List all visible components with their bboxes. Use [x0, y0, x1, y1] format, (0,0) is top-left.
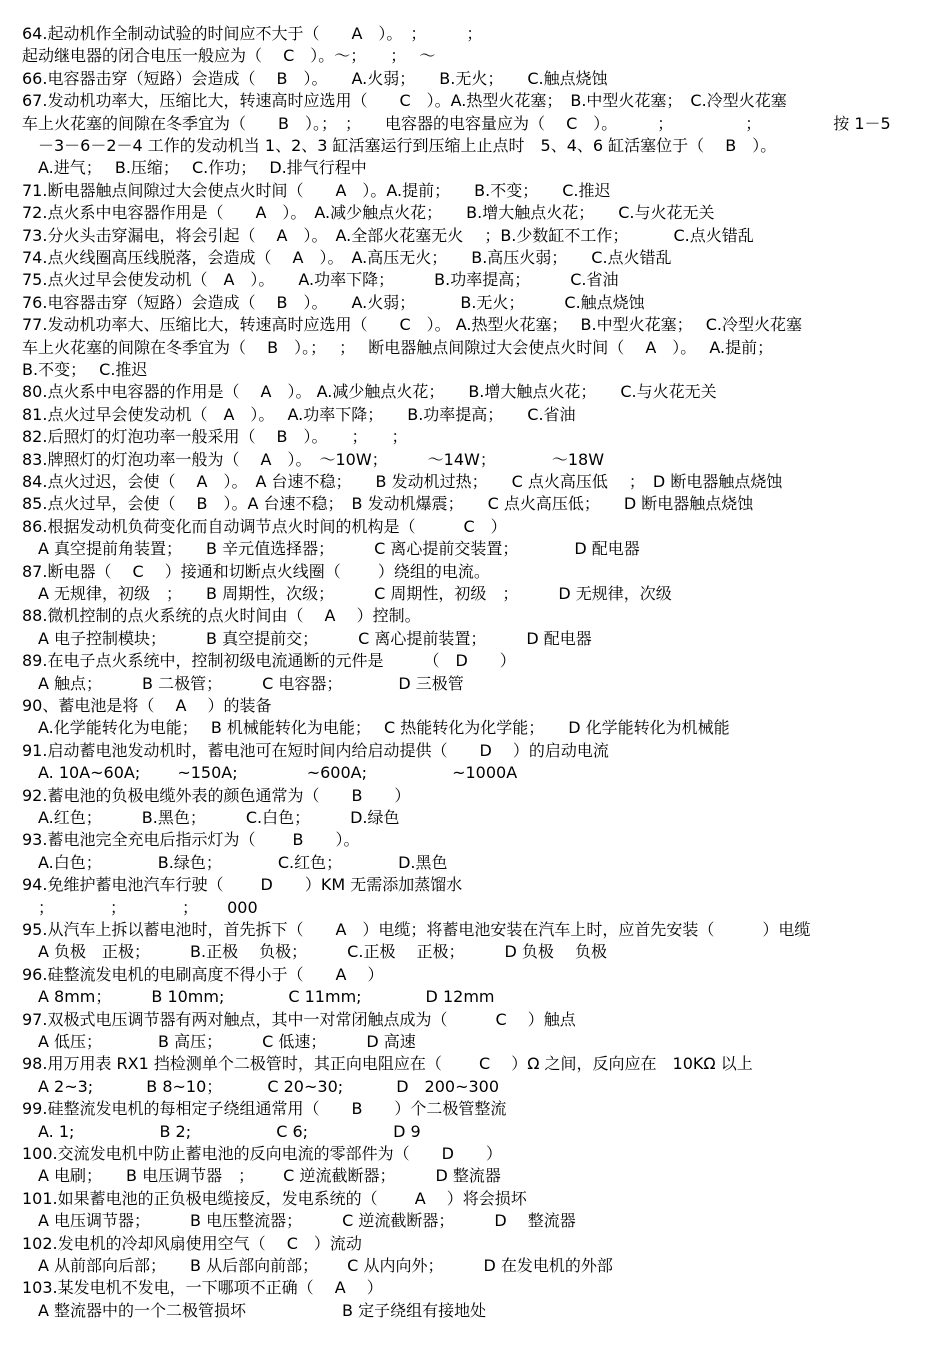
- text-line: 84.点火过迟，会使（ A ）。 A 台速不稳； B 发动机过热； C 点火高压低 ； D 断电器触点烧蚀: [22, 472, 783, 491]
- text-line: B.不变； C.推迟: [22, 360, 148, 379]
- text-line: A 无规律，初级 ； B 周期性，次级； C 周期性，初级 ； D 无规律，次级: [22, 584, 672, 603]
- text-line: 82.后照灯的灯泡功率一般采用（ B ）。 ； ；: [22, 427, 408, 447]
- text-line: 车上火花塞的间隙在冬季宜为（ B ）。； ； 断电器触点间隙过大会使点火时间（ A ）。 A.提前；: [22, 337, 774, 357]
- text-line: 89.在电子点火系统中，控制初级电流通断的元件是 （ D ）: [22, 651, 516, 671]
- text-line: A. 1; B 2; C 6; D 9: [22, 1121, 421, 1141]
- text-line: 83.牌照灯的灯泡功率一般为（ A ）。 ～10W； ～14W； ～18W: [22, 449, 605, 469]
- text-line: 64.起动机作全制动试验的时间应不大于（ A ）。 ； ；: [22, 24, 483, 43]
- text-line: 93.蓄电池完全充电后指示灯为（ B ）。: [22, 830, 360, 850]
- text-line: 88.微机控制的点火系统的点火时间由（ A ）控制。: [22, 606, 421, 626]
- text-line: 73.分火头击穿漏电，将会引起（ A ）。 A.全部火花塞无火 ；B.少数缸不工作； C.点火错乱: [22, 225, 754, 245]
- text-line: 86.根据发动机负荷变化而自动调节点火时间的机构是（ C ）: [22, 516, 507, 536]
- text-line: 85.点火过早，会使（ B ）。A 台速不稳； B 发动机爆震； C 点火高压低； D 断电器触点烧蚀: [22, 494, 754, 514]
- text-line: 80.点火系中电容器的作用是（ A ）。 A.减少触点火花； B.增大触点火花； C.与火花无关: [22, 382, 717, 402]
- text-line: A.红色； B.黑色； C.白色； D.绿色: [22, 808, 400, 827]
- text-line: 67.发动机功率大，压缩比大，转速高时应选用（ C ）。A.热型火花塞； B.中型火花塞； C.冷型火花塞: [22, 91, 787, 111]
- text-line: A.进气； B.压缩； C.作功； D.排气行程中: [22, 158, 367, 178]
- text-line: 72.点火系中电容器作用是（ A ）。 A.减少触点火花； B.增大触点火花； C.与火花无关: [22, 203, 715, 223]
- text-line: 75.点火过早会使发动机（ A ）。 A.功率下降； B.功率提高； C.省油: [22, 270, 619, 290]
- text-line: 90、蓄电池是将（ A ）的装备: [22, 696, 272, 715]
- text-line: 81.点火过早会使发动机（ A ）。 A.功率下降； B.功率提高； C.省油: [22, 404, 576, 424]
- text-line: A 电压调节器； B 电压整流器； C 逆流截断器； D 整流器: [22, 1211, 576, 1231]
- text-line: A 真空提前角装置； B 辛元值选择器； C 离心提前交装置； D 配电器: [22, 539, 640, 559]
- text-line: A 触点； B 二极管； C 电容器； D 三极管: [22, 673, 464, 693]
- text-line: ； ； ； 000: [22, 897, 258, 917]
- text-line: 74.点火线圈高压线脱落，会造成（ A ）。 A.高压无火； B.高压火弱； C.点火错乱: [22, 248, 672, 267]
- text-line: 76.电容器击穿（短路）会造成（ B ）。 A.火弱； B.无火； C.触点烧蚀: [22, 292, 645, 312]
- text-line: 100.交流发电机中防止蓄电池的反向电流的零部件为（ D ）: [22, 1144, 502, 1163]
- text-line: A 从前部向后部； B 从后部向前部； C 从内向外； D 在发电机的外部: [22, 1256, 613, 1275]
- text-line: A 整流器中的一个二极管损坏 B 定子绕组有接地处: [22, 1300, 487, 1320]
- text-line: 起动继电器的闭合电压一般应为（ C ）。～； ； ～: [22, 46, 436, 66]
- text-line: A.白色； B.绿色； C.红色； D.黑色: [22, 852, 448, 872]
- text-line: A. 10A~60A; ~150A; ~600A; ~1000A: [22, 763, 518, 783]
- text-line: 97.双极式电压调节器有两对触点，其中一对常闭触点成为（ C ）触点: [22, 1009, 576, 1029]
- text-line: 96.硅整流发电机的电刷高度不得小于（ A ）: [22, 964, 384, 984]
- text-line: 98.用万用表 RX1 挡检测单个二极管时，其正向电阻应在（ C ）Ω 之间，反向应在 10KΩ 以上: [22, 1054, 753, 1074]
- text-line: 102.发电机的冷却风扇使用空气（ C ）流动: [22, 1233, 362, 1253]
- text-line: A 2~3; B 8~10； C 20~30; D 200~300: [22, 1076, 500, 1096]
- text-line: 101.如果蓄电池的正负极电缆接反，发电系统的（ A ）将会损坏: [22, 1188, 527, 1208]
- text-line: 91.启动蓄电池发动机时，蓄电池可在短时间内给启动提供（ D ）的启动电流: [22, 740, 609, 760]
- text-line: A 电子控制模块； B 真空提前交； C 离心提前装置； D 配电器: [22, 628, 592, 648]
- text-line: 77.发动机功率大、压缩比大，转速高时应选用（ C ）。 A.热型火花塞； B.中型火花塞； C.冷型火花塞: [22, 315, 802, 335]
- text-line: 95.从汽车上拆以蓄电池时，首先拆下（ A ）电缆；将蓄电池安装在汽车上时，应首先安装（ ）电缆: [22, 920, 811, 939]
- text-line: A 低压； B 高压； C 低速； D 高速: [22, 1032, 416, 1051]
- text-line: 99.硅整流发电机的每相定子绕组通常用（ B ）个二极管整流: [22, 1099, 507, 1119]
- text-line: 94.免维护蓄电池汽车行驶（ D ）KM 无需添加蒸馏水: [22, 875, 463, 895]
- text-line: A 负极 正极； B.正极 负极； C.正极 正极； D 负极 负极: [22, 942, 608, 962]
- text-line: 66.电容器击穿（短路）会造成（ B ）。 A.火弱； B.无火； C.触点烧蚀: [22, 68, 608, 88]
- text-line: 车上火花塞的间隙在冬季宜为（ B ）。； ； 电容器的电容量应为（ C ）。 ； ； 按 1－5: [22, 113, 891, 133]
- text-line: 87.断电器（ C ）接通和切断点火线圈（ ）绕组的电流。: [22, 561, 490, 581]
- text-line: A.化学能转化为电能； B 机械能转化为电能； C 热能转化为化学能； D 化学能转化为机械能: [22, 718, 730, 738]
- text-line: 92.蓄电池的负极电缆外表的颜色通常为（ B ）: [22, 785, 411, 805]
- text-line: －3－6－2－4 工作的发动机当 1、2、3 缸活塞运行到压缩上止点时 5、4、6 缸活塞位于（ B ）。: [22, 136, 777, 155]
- text-line: A 电刷； B 电压调节器 ； C 逆流截断器； D 整流器: [22, 1166, 501, 1186]
- text-line: 71.断电器触点间隙过大会使点火时间（ A ）。A.提前； B.不变； C.推迟: [22, 180, 611, 200]
- text-line: A 8mm； B 10mm; C 11mm; D 12mm: [22, 987, 495, 1007]
- text-line: 103.某发电机不发电，一下哪项不正确（ A ）: [22, 1278, 383, 1298]
